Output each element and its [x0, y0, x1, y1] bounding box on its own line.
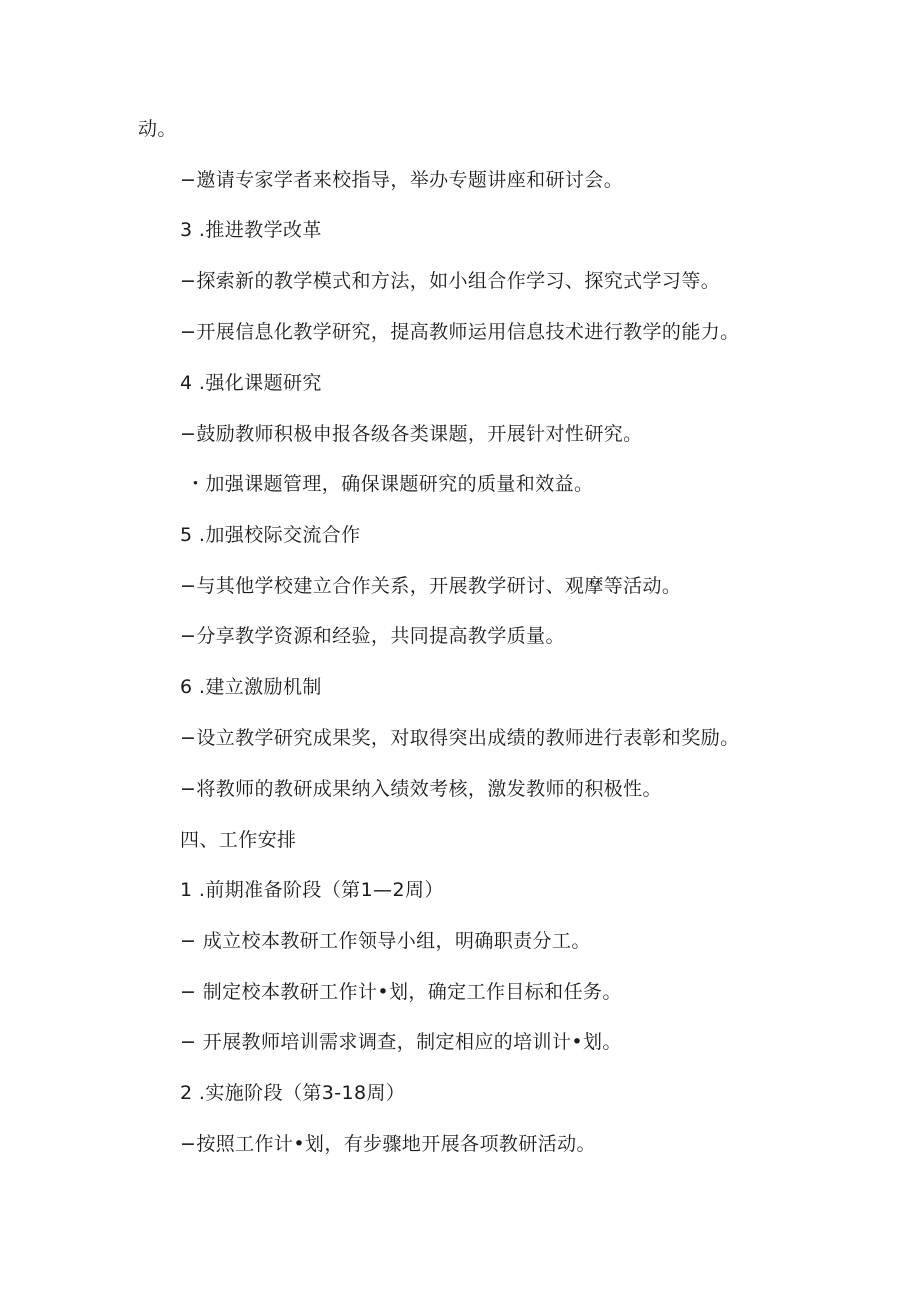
text-line: −探索新的教学模式和方法，如小组合作学习、探究式学习等。 — [180, 270, 721, 292]
text-line: −开展信息化教学研究，提高教师运用信息技术进行教学的能力。 — [180, 321, 740, 343]
text-line: −分享教学资源和经验，共同提高教学质量。 — [180, 625, 565, 647]
text-line: − 制定校本教研工作计•划，确定工作目标和任务。 — [180, 981, 622, 1003]
text-line: ・加强课题管理，确保课题研究的质量和效益。 — [186, 473, 594, 495]
section-heading: 5 .加强校际交流合作 — [180, 524, 361, 546]
text-line: 动。 — [138, 118, 177, 140]
text-line: −鼓励教师积极申报各级各类课题，开展针对性研究。 — [180, 423, 643, 445]
chapter-heading: 四、工作安排 — [180, 829, 297, 851]
section-heading: 6 .建立激励机制 — [180, 676, 322, 698]
text-line: − 成立校本教研工作领导小组，明确职责分工。 — [180, 930, 591, 952]
section-heading: 2 .实施阶段（第3-18周） — [180, 1082, 406, 1104]
text-line: −设立教学研究成果奖，对取得突出成绩的教师进行表彰和奖励。 — [180, 727, 740, 749]
text-line: −邀请专家学者来校指导，举办专题讲座和研讨会。 — [180, 169, 624, 191]
text-line: − 开展教师培训需求调查，制定相应的培训计•划。 — [180, 1031, 622, 1053]
section-heading: 3 .推进教学改革 — [180, 219, 322, 241]
section-heading: 1 .前期准备阶段（第1—2周） — [180, 879, 444, 901]
text-line: −按照工作计•划，有步骤地开展各项教研活动。 — [180, 1133, 596, 1155]
section-heading: 4 .强化课题研究 — [180, 372, 322, 394]
text-line: −与其他学校建立合作关系，开展教学研讨、观摩等活动。 — [180, 575, 682, 597]
text-line: −将教师的教研成果纳入绩效考核，激发教师的积极性。 — [180, 778, 662, 800]
